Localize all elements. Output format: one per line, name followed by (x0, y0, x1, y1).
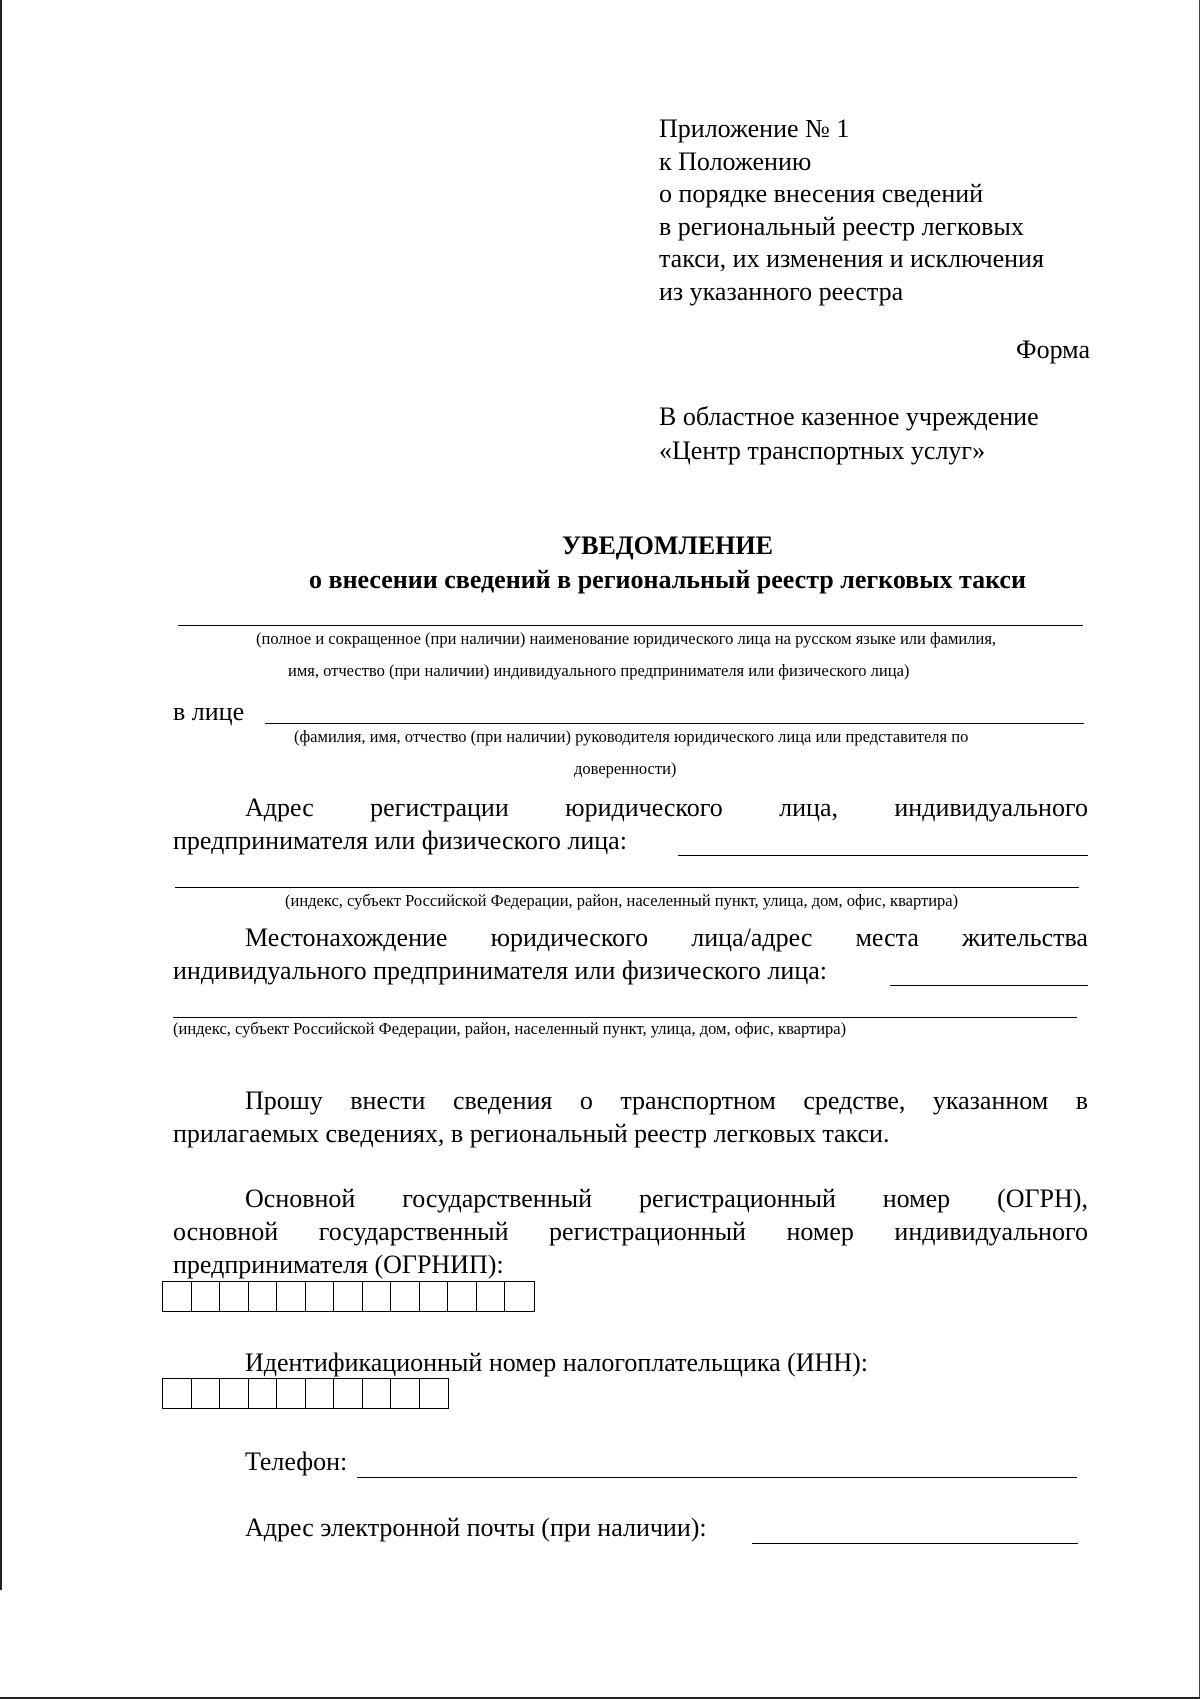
location-line1 (245, 922, 1088, 954)
annex-line: о порядке внесения сведений (659, 179, 984, 209)
word: индивидуального (894, 1217, 1088, 1246)
digit-cell[interactable] (363, 1379, 392, 1408)
word: регистрации (370, 793, 509, 822)
addressee-line: «Центр транспортных услуг» (659, 436, 986, 465)
phone-field[interactable] (357, 1477, 1077, 1478)
registration-address-field-2[interactable] (175, 887, 1079, 888)
email-label: Адрес электронной почты (при наличии): (245, 1513, 707, 1542)
annex-line: к Положению (659, 146, 812, 176)
registration-address-field[interactable] (678, 855, 1088, 856)
inn-label: Идентификационный номер налогоплательщика (ИНН): (245, 1348, 868, 1377)
digit-cell[interactable] (163, 1282, 192, 1311)
digit-cell[interactable] (334, 1379, 363, 1408)
location-hint: (индекс, субъект Российской Федерации, район, населенный пункт, улица, дом, офис, квартира) (173, 1019, 847, 1038)
represented-by-label: в лице (173, 697, 245, 726)
word: лица, (779, 793, 838, 822)
word: в (1075, 1086, 1088, 1115)
word: номер (882, 1184, 951, 1213)
annex-line: такси, их изменения и исключения (659, 244, 1044, 274)
digit-cell[interactable] (306, 1282, 335, 1311)
registration-address-hint: (индекс, субъект Российской Федерации, район, населенный пункт, улица, дом, офис, квартира) (285, 891, 959, 910)
ogrn-input-cells[interactable] (162, 1281, 535, 1312)
digit-cell[interactable] (306, 1379, 335, 1408)
ogrn-line1 (245, 1183, 1088, 1215)
digit-cell[interactable] (192, 1282, 221, 1311)
word: места (855, 923, 919, 952)
word: основной (173, 1217, 279, 1246)
document-subtitle: о внесении сведений в региональный реестр легковых такси (309, 565, 1026, 594)
digit-cell[interactable] (277, 1379, 306, 1408)
request-line2: прилагаемых сведениях, в региональный реестр легковых такси. (173, 1119, 890, 1148)
digit-cell[interactable] (391, 1379, 420, 1408)
word: лица/адрес (691, 923, 813, 952)
applicant-hint-line1: (полное и сокращенное (при наличии) наименование юридического лица на русском языке или фамилия, (256, 629, 997, 648)
registration-address-line2: предпринимателя или физического лица: (173, 826, 627, 855)
word: Прошу (245, 1086, 323, 1115)
word: регистрационный (638, 1184, 836, 1213)
word: регистрационный (549, 1217, 746, 1246)
scan-edge-left (0, 0, 2, 1590)
word: транспортном (620, 1086, 776, 1115)
ogrn-line2 (173, 1216, 1088, 1248)
email-field[interactable] (752, 1543, 1078, 1544)
digit-cell[interactable] (163, 1379, 192, 1408)
represented-by-hint-line2: доверенности) (574, 759, 677, 778)
word: государственный (318, 1217, 509, 1246)
word: внести (350, 1086, 426, 1115)
applicant-hint-line2: имя, отчество (при наличии) индивидуального предпринимателя или физического лица) (288, 661, 910, 680)
location-field[interactable] (890, 985, 1088, 986)
representative-name-field[interactable] (265, 723, 1084, 724)
addressee (659, 400, 1039, 468)
inn-input-cells[interactable] (162, 1378, 449, 1409)
digit-cell[interactable] (420, 1379, 449, 1408)
digit-cell[interactable] (448, 1282, 477, 1311)
digit-cell[interactable] (334, 1282, 363, 1311)
digit-cell[interactable] (249, 1379, 278, 1408)
word: Адрес (245, 793, 314, 822)
word: средстве, (803, 1086, 906, 1115)
word: указанном (932, 1086, 1049, 1115)
annex-header (659, 113, 1044, 309)
digit-cell[interactable] (363, 1282, 392, 1311)
word: государственный (402, 1184, 593, 1213)
word: о (579, 1086, 593, 1115)
represented-by-hint-line1: (фамилия, имя, отчество (при наличии) руководителя юридического лица или представителя по (294, 727, 969, 746)
digit-cell[interactable] (192, 1379, 221, 1408)
annex-line: в региональный реестр легковых (659, 211, 1024, 241)
digit-cell[interactable] (505, 1282, 534, 1311)
request-line1 (245, 1085, 1088, 1117)
annex-line: Приложение № 1 (659, 114, 850, 143)
phone-label: Телефон: (245, 1447, 348, 1476)
word: номер (786, 1217, 854, 1246)
word: индивидуального (894, 793, 1088, 822)
digit-cell[interactable] (220, 1379, 249, 1408)
word: (ОГРН), (997, 1184, 1088, 1213)
addressee-line: В областное казенное учреждение (659, 402, 1039, 431)
annex-line: из указанного реестра (659, 276, 904, 306)
word: юридического (490, 923, 649, 952)
word: Местонахождение (245, 923, 448, 952)
digit-cell[interactable] (420, 1282, 449, 1311)
location-line2: индивидуального предпринимателя или физического лица: (173, 956, 827, 985)
word: жительства (961, 923, 1088, 952)
digit-cell[interactable] (277, 1282, 306, 1311)
digit-cell[interactable] (391, 1282, 420, 1311)
ogrn-line3: предпринимателя (ОГРНИП): (173, 1250, 504, 1279)
digit-cell[interactable] (249, 1282, 278, 1311)
word: юридического (565, 793, 723, 822)
applicant-name-field[interactable] (178, 625, 1083, 626)
document-title: УВЕДОМЛЕНИЕ (562, 531, 773, 560)
digit-cell[interactable] (477, 1282, 506, 1311)
word: Основной (245, 1184, 356, 1213)
location-field-2[interactable] (173, 1017, 1077, 1018)
digit-cell[interactable] (220, 1282, 249, 1311)
word: сведения (452, 1086, 553, 1115)
form-label: Форма (1016, 335, 1090, 364)
registration-address-line1 (245, 792, 1088, 824)
